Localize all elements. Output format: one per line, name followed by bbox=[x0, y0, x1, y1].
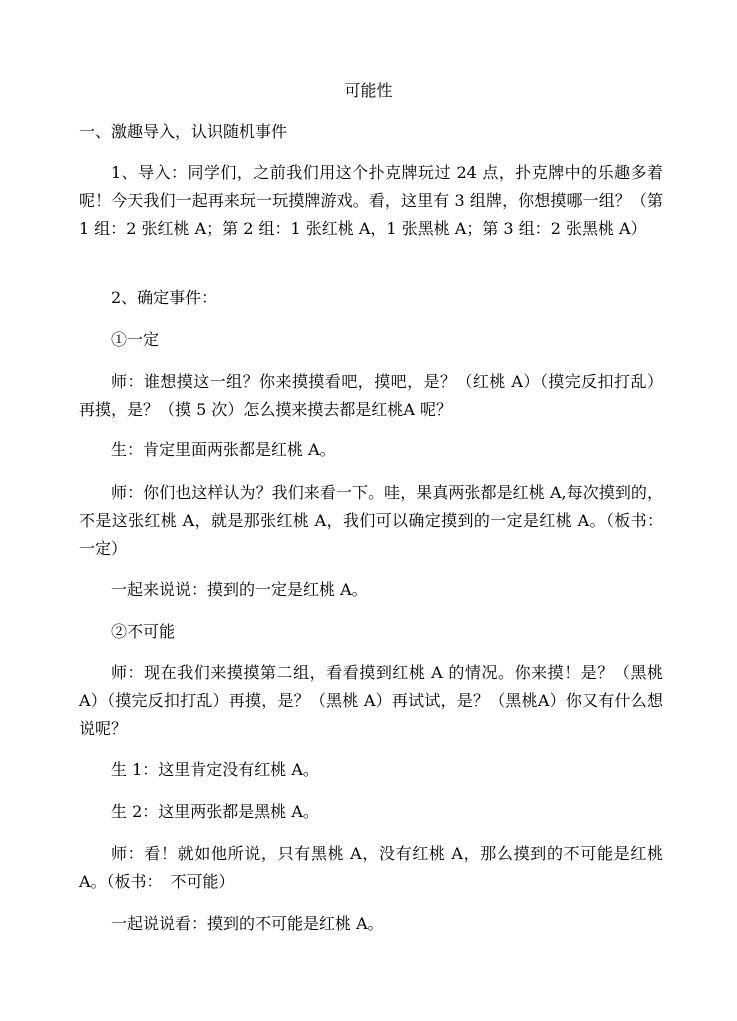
paragraph-student-3: 生 2：这里两张都是黑桃 A。 bbox=[111, 802, 319, 821]
paragraph-teacher-4: 师：看！就如他所说，只有黑桃 A，没有红桃 A，那么摸到的不可能是红桃 A。（板书： 不可能） bbox=[79, 844, 663, 891]
page-title: 可能性 bbox=[344, 81, 393, 100]
paragraph-certain-heading: ①一定 bbox=[111, 330, 160, 349]
paragraph-certain-events: 2、确定事件： bbox=[111, 288, 218, 307]
paragraph-teacher-1: 师：谁想摸这一组？你来摸摸看吧，摸吧，是？（红桃 A）（摸完反扣打乱）再摸，是？（摸 5 次）怎么摸来摸去都是红桃A 呢？ bbox=[79, 372, 663, 419]
paragraph-teacher-2: 师：你们也这样认为？我们来看一下。哇，果真两张都是红桃 A,每次摸到的，不是这张红桃 A，就是那张红桃 A，我们可以确定摸到的一定是红桃 A。（板书：一定） bbox=[79, 483, 663, 558]
paragraph-together-1: 一起来说说：摸到的一定是红桃 A。 bbox=[111, 580, 368, 599]
paragraph-teacher-3: 师：现在我们来摸摸第二组，看看摸到红桃 A 的情况。你来摸！是？（黑桃 A）（摸完反扣打乱）再摸，是？（黑桃 A）再试试，是？（黑桃A）你又有什么想说呢？ bbox=[79, 663, 663, 738]
paragraph-student-2: 生 1：这里肯定没有红桃 A。 bbox=[111, 760, 319, 779]
paragraph-student-1: 生：肯定里面两张都是红桃 A。 bbox=[111, 440, 336, 459]
paragraph-together-2: 一起说说看：摸到的不可能是红桃 A。 bbox=[111, 914, 384, 933]
paragraph-intro: 1、导入：同学们，之前我们用这个扑克牌玩过 24 点，扑克牌中的乐趣多着呢！今天我们一起再来玩一玩摸牌游戏。看，这里有 3 组牌，你想摸哪一组？（第 1 组：2 张红桃 A；第 2 组：1 张红桃 A，1 张黑桃 A；第 3 组：2 张黑桃 A） bbox=[79, 163, 663, 238]
section-heading: 一、激趣导入，认识随机事件 bbox=[79, 122, 288, 141]
paragraph-impossible-heading: ②不可能 bbox=[111, 622, 176, 641]
